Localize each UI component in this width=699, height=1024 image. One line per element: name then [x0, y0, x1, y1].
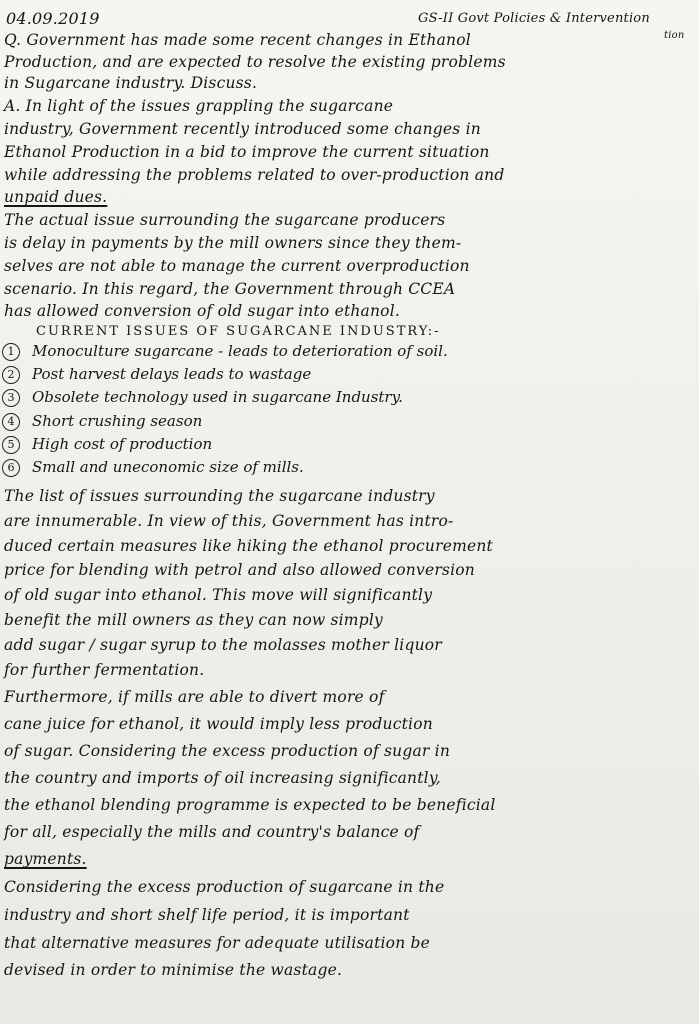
body-line: devised in order to minimise the wastage. — [4, 961, 343, 979]
issue-item — [2, 435, 212, 454]
answer-line: Ethanol Production in a bid to improve the current situation — [4, 143, 490, 161]
issue-text: Obsolete technology used in sugarcane Industry. — [32, 388, 403, 406]
issue-number: 4 — [2, 413, 20, 431]
answer-line: The actual issue surrounding the sugarcane producers — [4, 211, 446, 229]
body-line: Furthermore, if mills are able to divert more of — [4, 688, 385, 706]
body-line: the country and imports of oil increasing significantly, — [4, 769, 441, 787]
issue-number: 6 — [2, 459, 20, 477]
body-line: for further fermentation. — [4, 661, 205, 679]
body-line: benefit the mill owners as they can now simply — [4, 611, 383, 629]
issue-text: Post harvest delays leads to wastage — [32, 365, 312, 383]
subject-tag: GS-II Govt Policies & Intervention — [418, 11, 650, 26]
answer-line: selves are not able to manage the current overproduction — [4, 257, 470, 275]
issue-number: 2 — [2, 366, 20, 384]
subject-tag-superscript: tion — [664, 30, 685, 41]
body-line: Considering the excess production of sugarcane in the — [4, 878, 445, 896]
issue-item — [2, 412, 202, 431]
body-line: the ethanol blending programme is expected to be beneficial — [4, 796, 496, 814]
answer-line: scenario. In this regard, the Government through CCEA — [4, 280, 456, 298]
body-line: payments. — [4, 850, 87, 868]
body-line: industry and short shelf life period, it is important — [4, 906, 410, 924]
answer-line: while addressing the problems related to over-production and — [4, 166, 505, 184]
question-line: Production, and are expected to resolve the existing problems — [4, 53, 506, 71]
body-line: that alternative measures for adequate utilisation be — [4, 934, 431, 952]
body-line: are innumerable. In view of this, Government has intro- — [4, 512, 454, 530]
body-line: add sugar / sugar syrup to the molasses mother liquor — [4, 636, 442, 654]
body-line: for all, especially the mills and country's balance of — [4, 823, 420, 841]
issue-text: Small and uneconomic size of mills. — [32, 458, 304, 476]
body-line: duced certain measures like hiking the ethanol procurement — [4, 537, 493, 555]
issue-item — [2, 342, 448, 361]
issue-text: Monoculture sugarcane - leads to deterioration of soil. — [32, 342, 448, 360]
issue-text: High cost of production — [32, 435, 213, 453]
answer-line: A. In light of the issues grappling the sugarcane — [4, 97, 394, 115]
question-line: Q. Government has made some recent changes in Ethanol — [4, 31, 471, 49]
body-line: cane juice for ethanol, it would imply less production — [4, 715, 433, 733]
issue-number: 3 — [2, 389, 20, 407]
issue-number: 5 — [2, 436, 20, 454]
date: 04.09.2019 — [6, 9, 100, 28]
answer-line: unpaid dues. — [4, 188, 108, 206]
answer-line: is delay in payments by the mill owners since they them- — [4, 234, 462, 252]
question-line: in Sugarcane industry. Discuss. — [4, 74, 258, 92]
body-line: The list of issues surrounding the sugarcane industry — [4, 487, 435, 505]
issues-heading: CURRENT ISSUES OF SUGARCANE INDUSTRY:- — [36, 324, 441, 339]
answer-line: industry, Government recently introduced some changes in — [4, 120, 481, 138]
issue-item — [2, 458, 304, 477]
body-line: price for blending with petrol and also allowed conversion — [4, 561, 475, 579]
issue-item — [2, 388, 403, 407]
body-line: of sugar. Considering the excess production of sugar in — [4, 742, 450, 760]
body-line: of old sugar into ethanol. This move will significantly — [4, 586, 433, 604]
issue-item — [2, 365, 311, 384]
answer-line: has allowed conversion of old sugar into ethanol. — [4, 302, 400, 320]
issue-text: Short crushing season — [32, 412, 203, 430]
issue-number: 1 — [2, 343, 20, 361]
